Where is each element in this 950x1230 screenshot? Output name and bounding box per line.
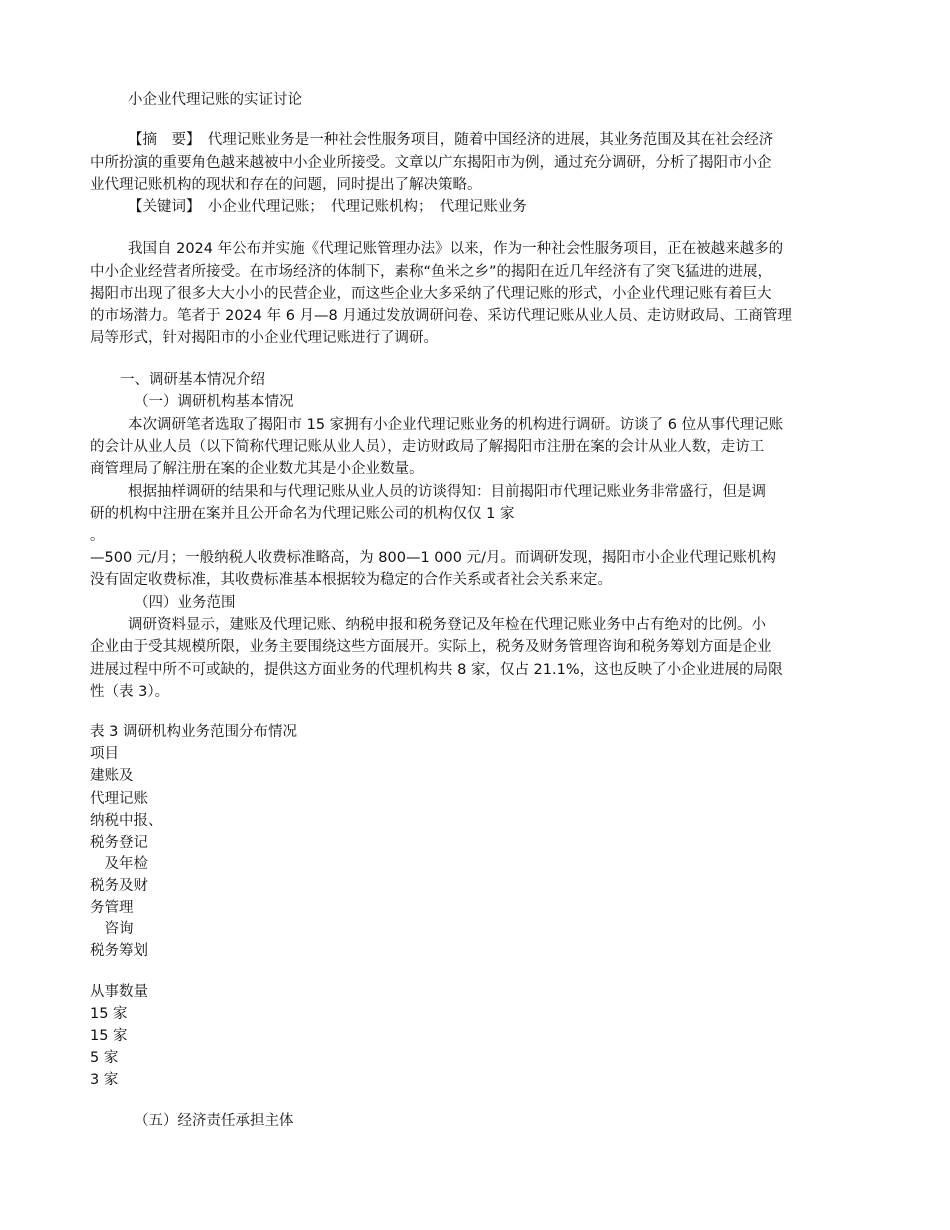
paragraph-line: 局等形式，针对揭阳市的小企业代理记账进行了调研。 (90, 330, 438, 346)
table-cell: 15 家 (90, 1006, 128, 1022)
paragraph-line: 的会计从业人员（以下简称代理记账从业人员），走访财政局了解揭阳市注册在案的会计从业人数，走访工 (90, 439, 765, 455)
table-cell: 建账及 (90, 768, 134, 784)
paragraph-line: 揭阳市出现了很多大大小小的民营企业，而这些企业大多采纳了代理记账的形式，小企业代理记账有着巨大 (90, 286, 772, 302)
paragraph-line: 调研资料显示，建账及代理记账、纳税申报和税务登记及年检在代理记账业务中占有绝对的比例。小 (128, 617, 766, 633)
table-cell: 务管理 (90, 900, 134, 916)
table-cell: 税务筹划 (90, 943, 148, 959)
paragraph-line: 根据抽样调研的结果和与代理记账从业人员的访谈得知：目前揭阳市代理记账业务非常盛行，但是调 (128, 484, 766, 500)
paragraph-line: 企业由于受其规模所限，业务主要围绕这些方面展开。实际上，税务及财务管理咨询和税务筹划方面是企业 (90, 639, 772, 655)
abstract-line: 中所扮演的重要角色越来越被中小企业所接受。文章以广东揭阳市为例，通过充分调研，分析了揭阳市小企 (90, 155, 772, 171)
keywords: 【关键词】 小企业代理记账； 代理记账机构； 代理记账业务 (128, 199, 527, 215)
paragraph-line: 研的机构中注册在案并且公开命名为代理记账公司的机构仅仅 1 家 (90, 506, 515, 522)
paragraph-line: 我国自 2024 年公布并实施《代理记账管理办法》以来，作为一种社会性服务项目，正在被越来越多的 (128, 241, 784, 257)
table-cell: 纳税中报、 (90, 813, 163, 829)
paragraph-line: 进展过程中所不可或缺的，提供这方面业务的代理机构共 8 家，仅占 21.1%，这也反映了小企业进展的局限 (90, 662, 783, 678)
table-cell: 咨询 (90, 921, 134, 937)
doc-title: 小企业代理记账的实证讨论 (128, 92, 302, 108)
paragraph-line: 性（表 3）。 (90, 684, 170, 700)
table-column-header: 项目 (90, 746, 119, 762)
paragraph-line: 。 (90, 528, 105, 544)
table-cell: 税务登记 (90, 835, 148, 851)
subsection-heading: （一）调研机构基本情况 (134, 394, 294, 410)
paragraph-line: —500 元/月；一般纳税人收费标准略高，为 800—1 000 元/月。而调研发现，揭阳市小企业代理记账机构 (90, 550, 776, 566)
table-cell: 代理记账 (90, 791, 148, 807)
subsection-heading: （四）业务范围 (134, 595, 236, 611)
table-column-header: 从事数量 (90, 984, 148, 1000)
table-caption: 表 3 调研机构业务范围分布情况 (90, 724, 297, 740)
section-heading: 一、调研基本情况介绍 (120, 372, 265, 388)
table-cell: 5 家 (90, 1050, 119, 1066)
paragraph-line: 本次调研笔者选取了揭阳市 15 家拥有小企业代理记账业务的机构进行调研。访谈了 6 位从事代理记账 (128, 417, 784, 433)
abstract-line: 【摘 要】 代理记账业务是一种社会性服务项目，随着中国经济的进展，其业务范围及其在社会经济 (128, 132, 774, 148)
subsection-heading: （五）经济责任承担主体 (134, 1113, 294, 1129)
table-cell: 及年检 (90, 856, 148, 872)
table-cell: 15 家 (90, 1028, 128, 1044)
table-cell: 税务及财 (90, 878, 148, 894)
table-cell: 3 家 (90, 1072, 119, 1088)
abstract-line: 业代理记账机构的现状和存在的问题，同时提出了解决策略。 (90, 177, 482, 193)
paragraph-line: 没有固定收费标准，其收费标准基本根据较为稳定的合作关系或者社会关系来定。 (90, 572, 612, 588)
paragraph-line: 商管理局了解注册在案的企业数尤其是小企业数量。 (90, 461, 424, 477)
paragraph-line: 中小企业经营者所接受。在市场经济的体制下，素称“鱼米之乡”的揭阳在近几年经济有了突飞猛进的进展， (90, 264, 773, 280)
paragraph-line: 的市场潜力。笔者于 2024 年 6 月—8 月通过发放调研问卷、采访代理记账从业人员、走访财政局、工商管理 (90, 308, 792, 324)
